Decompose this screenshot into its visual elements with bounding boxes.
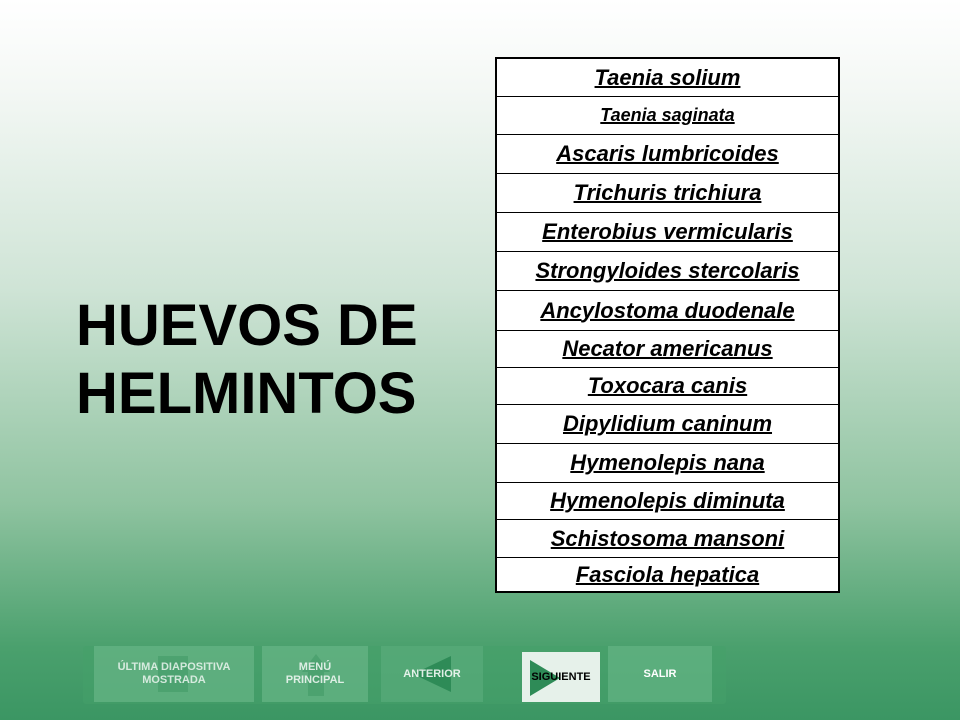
species-link-fasciola-hepatica[interactable]: Fasciola hepatica <box>575 561 760 587</box>
species-link-schistosoma-mansoni[interactable]: Schistosoma mansoni <box>550 525 785 551</box>
last-slide-label-line-2: MOSTRADA <box>142 674 206 686</box>
exit-button[interactable] <box>608 646 712 702</box>
species-link-toxocara-canis[interactable]: Toxocara canis <box>587 373 748 398</box>
species-link-enterobius-vermicularis[interactable]: Enterobius vermicularis <box>542 219 793 244</box>
next-slide-button[interactable] <box>522 652 600 702</box>
main-menu-label-line-1: MENÚ <box>298 661 332 673</box>
species-link-strongyloides-stercolaris[interactable]: Strongyloides stercolaris <box>535 258 800 283</box>
species-row <box>497 405 838 444</box>
helminth-species-table <box>495 57 840 593</box>
species-link-taenia-solium[interactable]: Taenia solium <box>594 64 741 90</box>
main-menu-label-line-2: PRINCIPAL <box>285 674 345 686</box>
species-row <box>497 174 838 213</box>
previous-slide-button[interactable] <box>381 646 483 702</box>
slide-title-line-2: HELMINTOS <box>76 361 417 426</box>
species-row <box>497 558 838 591</box>
species-link-hymenolepis-diminuta[interactable]: Hymenolepis diminuta <box>550 488 785 513</box>
last-slide-label-line-1: ÚLTIMA DIAPOSITIVA <box>117 661 231 673</box>
species-row <box>497 368 838 405</box>
exit-label: SALIR <box>643 667 677 680</box>
slide-title-line-1: HUEVOS DE <box>76 293 418 358</box>
species-link-ancylostoma-duodenale[interactable]: Ancylostoma duodenale <box>540 297 795 323</box>
species-row <box>497 213 838 252</box>
species-link-taenia-saginata[interactable]: Taenia saginata <box>600 105 735 125</box>
species-row <box>497 59 838 97</box>
species-link-ascaris-lumbricoides[interactable]: Ascaris lumbricoides <box>556 141 779 166</box>
species-link-necator-americanus[interactable]: Necator americanus <box>562 336 773 361</box>
species-row <box>497 135 838 174</box>
species-row <box>497 444 838 483</box>
species-row <box>497 97 838 135</box>
species-row <box>497 252 838 291</box>
species-row <box>497 520 838 558</box>
previous-slide-label: ANTERIOR <box>403 667 461 680</box>
next-slide-label: SIGUIENTE <box>531 670 591 683</box>
species-link-dipylidium-caninum[interactable]: Dipylidium caninum <box>562 411 773 436</box>
species-row <box>497 331 838 368</box>
species-row <box>497 483 838 520</box>
slide-title <box>76 292 418 428</box>
species-link-hymenolepis-nana[interactable]: Hymenolepis nana <box>570 450 765 475</box>
last-slide-shown-button[interactable] <box>94 646 254 702</box>
species-row <box>497 291 838 331</box>
species-link-trichuris-trichiura[interactable]: Trichuris trichiura <box>573 180 762 205</box>
main-menu-button[interactable] <box>262 646 368 702</box>
